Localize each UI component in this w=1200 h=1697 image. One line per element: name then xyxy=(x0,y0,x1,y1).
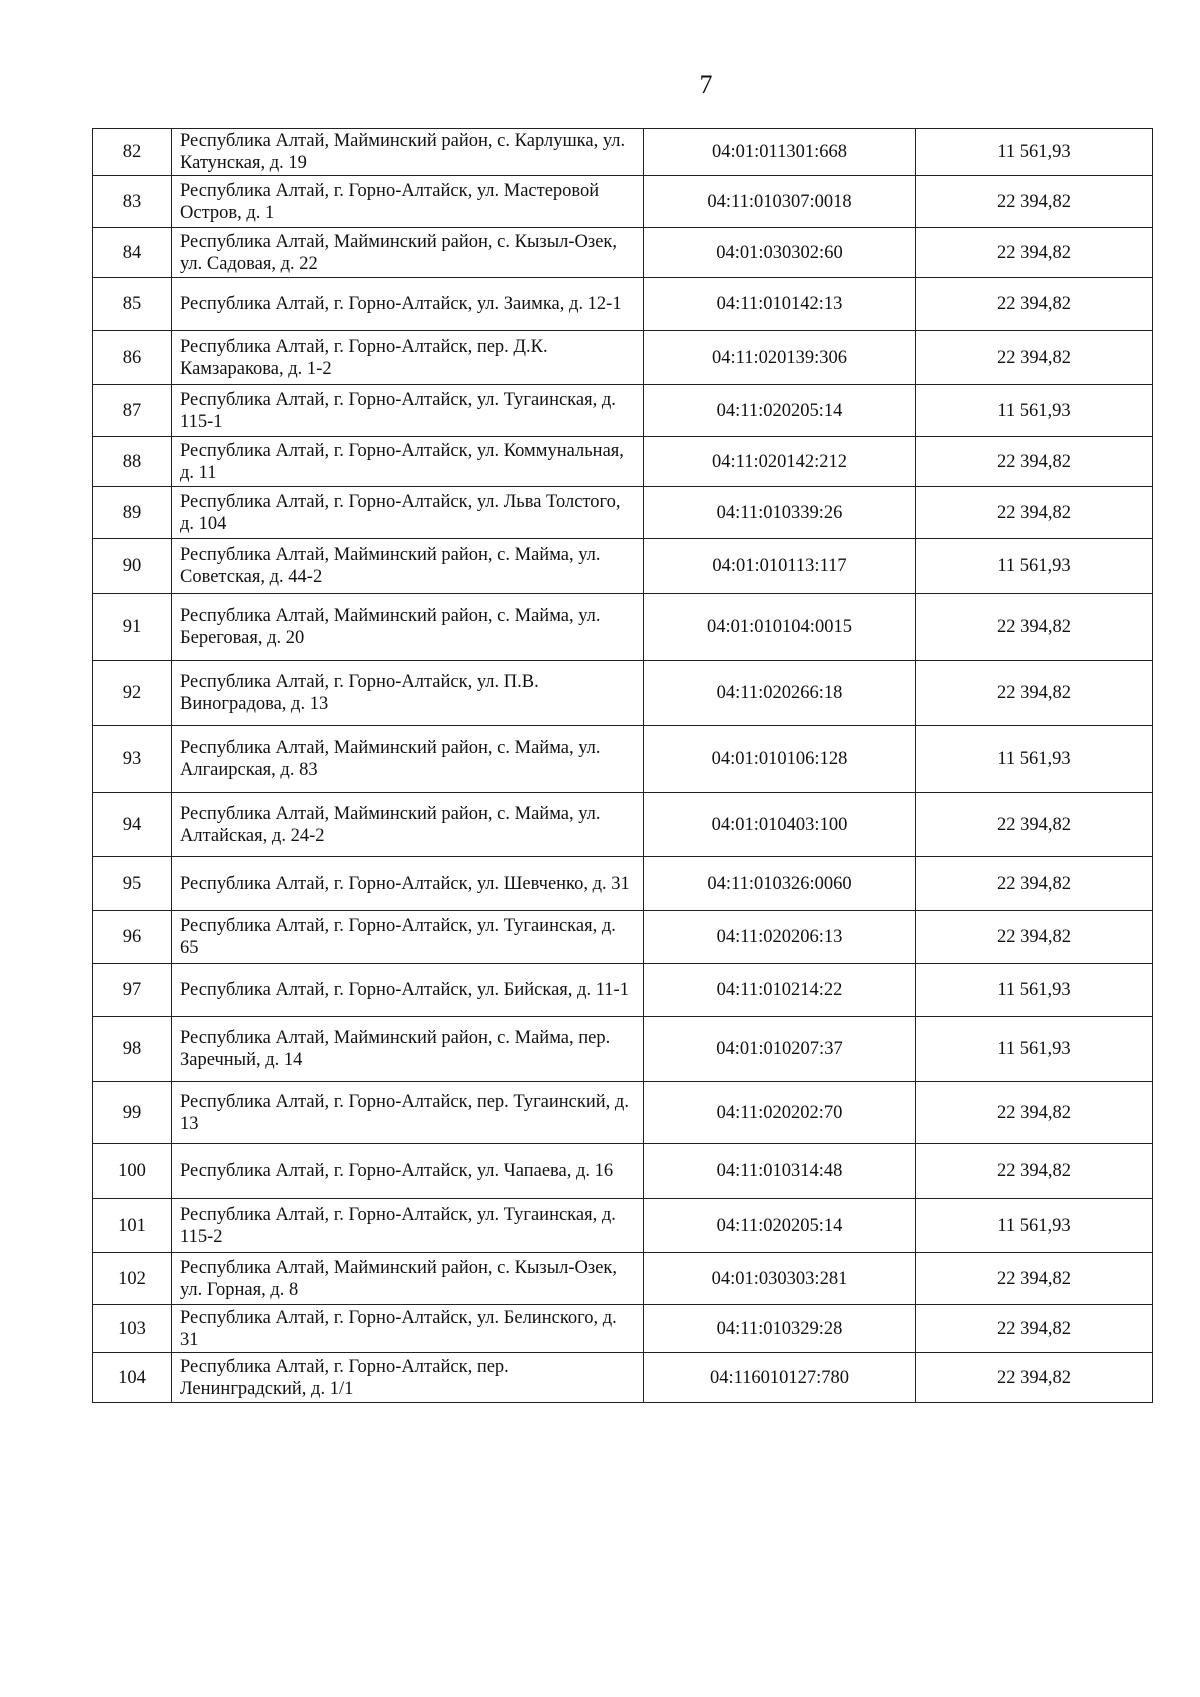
row-number: 103 xyxy=(93,1305,172,1353)
cadastral-number-cell: 04:01:011301:668 xyxy=(644,129,916,176)
cadastral-number-cell: 04:11:010307:0018 xyxy=(644,176,916,228)
table-row xyxy=(93,331,1153,385)
row-number: 98 xyxy=(93,1017,172,1082)
address-cell: Республика Алтай, г. Горно-Алтайск, ул. Шевченко, д. 31 xyxy=(172,857,644,911)
amount-cell: 22 394,82 xyxy=(916,911,1153,964)
address-cell: Республика Алтай, г. Горно-Алтайск, ул. Коммунальная, д. 11 xyxy=(172,437,644,487)
row-number: 97 xyxy=(93,964,172,1017)
cadastral-number-cell: 04:11:010142:13 xyxy=(644,278,916,331)
address-cell: Республика Алтай, г. Горно-Алтайск, ул. Мастеровой Остров, д. 1 xyxy=(172,176,644,228)
amount-cell: 11 561,93 xyxy=(916,1017,1153,1082)
address-cell: Республика Алтай, г. Горно-Алтайск, ул. Чапаева, д. 16 xyxy=(172,1144,644,1199)
table-row xyxy=(93,1305,1153,1353)
amount-cell: 11 561,93 xyxy=(916,1199,1153,1253)
row-number: 99 xyxy=(93,1082,172,1144)
cadastral-number-cell: 04:11:020205:14 xyxy=(644,1199,916,1253)
table-row xyxy=(93,1253,1153,1305)
table-row xyxy=(93,1199,1153,1253)
table-row xyxy=(93,539,1153,594)
address-cell: Республика Алтай, Майминский район, с. Карлушка, ул. Катунская, д. 19 xyxy=(172,129,644,176)
table-row xyxy=(93,228,1153,278)
page-number: 7 xyxy=(699,70,713,99)
address-cell: Республика Алтай, Майминский район, с. Майма, ул. Алтайская, д. 24-2 xyxy=(172,793,644,857)
amount-cell: 22 394,82 xyxy=(916,437,1153,487)
address-cell: Республика Алтай, г. Горно-Алтайск, ул. Тугаинская, д. 115-1 xyxy=(172,385,644,437)
address-cell: Республика Алтай, г. Горно-Алтайск, ул. Тугаинская, д. 65 xyxy=(172,911,644,964)
amount-cell: 11 561,93 xyxy=(916,385,1153,437)
row-number: 92 xyxy=(93,661,172,726)
cadastral-number-cell: 04:01:030303:281 xyxy=(644,1253,916,1305)
row-number: 84 xyxy=(93,228,172,278)
amount-cell: 11 561,93 xyxy=(916,539,1153,594)
cadastral-number-cell: 04:01:010207:37 xyxy=(644,1017,916,1082)
table-row xyxy=(93,726,1153,793)
row-number: 86 xyxy=(93,331,172,385)
cadastral-number-cell: 04:11:020142:212 xyxy=(644,437,916,487)
cadastral-number-cell: 04:11:020205:14 xyxy=(644,385,916,437)
cadastral-number-cell: 04:11:020202:70 xyxy=(644,1082,916,1144)
table-row xyxy=(93,1353,1153,1403)
address-cell: Республика Алтай, г. Горно-Алтайск, ул. Льва Толстого, д. 104 xyxy=(172,487,644,539)
amount-cell: 11 561,93 xyxy=(916,964,1153,1017)
cadastral-number-cell: 04:11:020266:18 xyxy=(644,661,916,726)
amount-cell: 22 394,82 xyxy=(916,1144,1153,1199)
address-cell: Республика Алтай, г. Горно-Алтайск, ул. П.В. Виноградова, д. 13 xyxy=(172,661,644,726)
row-number: 94 xyxy=(93,793,172,857)
cadastral-number-cell: 04:11:010214:22 xyxy=(644,964,916,1017)
table-row xyxy=(93,1144,1153,1199)
row-number: 83 xyxy=(93,176,172,228)
amount-cell: 11 561,93 xyxy=(916,129,1153,176)
row-number: 91 xyxy=(93,594,172,661)
table-row xyxy=(93,129,1153,176)
amount-cell: 22 394,82 xyxy=(916,487,1153,539)
address-cell: Республика Алтай, Майминский район, с. Майма, ул. Советская, д. 44-2 xyxy=(172,539,644,594)
amount-cell: 22 394,82 xyxy=(916,594,1153,661)
table-row xyxy=(93,661,1153,726)
table-row xyxy=(93,487,1153,539)
cadastral-number-cell: 04:01:030302:60 xyxy=(644,228,916,278)
cadastral-number-cell: 04:11:010339:26 xyxy=(644,487,916,539)
row-number: 88 xyxy=(93,437,172,487)
table-row xyxy=(93,437,1153,487)
address-cell: Республика Алтай, Майминский район, с. Майма, пер. Заречный, д. 14 xyxy=(172,1017,644,1082)
address-cell: Республика Алтай, г. Горно-Алтайск, ул. Белинского, д. 31 xyxy=(172,1305,644,1353)
amount-cell: 22 394,82 xyxy=(916,857,1153,911)
row-number: 85 xyxy=(93,278,172,331)
table-row xyxy=(93,964,1153,1017)
row-number: 93 xyxy=(93,726,172,793)
cadastral-number-cell: 04:01:010104:0015 xyxy=(644,594,916,661)
amount-cell: 11 561,93 xyxy=(916,726,1153,793)
amount-cell: 22 394,82 xyxy=(916,331,1153,385)
amount-cell: 22 394,82 xyxy=(916,1305,1153,1353)
address-cell: Республика Алтай, г. Горно-Алтайск, ул. Тугаинская, д. 115-2 xyxy=(172,1199,644,1253)
cadastral-number-cell: 04:01:010403:100 xyxy=(644,793,916,857)
row-number: 90 xyxy=(93,539,172,594)
row-number: 104 xyxy=(93,1353,172,1403)
address-cell: Республика Алтай, Майминский район, с. Кызыл-Озек, ул. Садовая, д. 22 xyxy=(172,228,644,278)
row-number: 96 xyxy=(93,911,172,964)
cadastral-number-cell: 04:116010127:780 xyxy=(644,1353,916,1403)
address-cell: Республика Алтай, Майминский район, с. Майма, ул. Алгаирская, д. 83 xyxy=(172,726,644,793)
address-cell: Республика Алтай, г. Горно-Алтайск, пер. Тугаинский, д. 13 xyxy=(172,1082,644,1144)
address-cell: Республика Алтай, г. Горно-Алтайск, ул. Заимка, д. 12-1 xyxy=(172,278,644,331)
row-number: 82 xyxy=(93,129,172,176)
property-table-body xyxy=(93,129,1153,1403)
cadastral-number-cell: 04:11:020206:13 xyxy=(644,911,916,964)
amount-cell: 22 394,82 xyxy=(916,228,1153,278)
table-row xyxy=(93,857,1153,911)
cadastral-number-cell: 04:01:010106:128 xyxy=(644,726,916,793)
table-row xyxy=(93,911,1153,964)
cadastral-number-cell: 04:11:020139:306 xyxy=(644,331,916,385)
row-number: 102 xyxy=(93,1253,172,1305)
cadastral-number-cell: 04:11:010326:0060 xyxy=(644,857,916,911)
row-number: 100 xyxy=(93,1144,172,1199)
table-row xyxy=(93,278,1153,331)
address-cell: Республика Алтай, Майминский район, с. Кызыл-Озек, ул. Горная, д. 8 xyxy=(172,1253,644,1305)
address-cell: Республика Алтай, Майминский район, с. Майма, ул. Береговая, д. 20 xyxy=(172,594,644,661)
table-row xyxy=(93,793,1153,857)
table-row xyxy=(93,176,1153,228)
row-number: 95 xyxy=(93,857,172,911)
address-cell: Республика Алтай, г. Горно-Алтайск, пер. Д.К. Камзаракова, д. 1-2 xyxy=(172,331,644,385)
row-number: 89 xyxy=(93,487,172,539)
cadastral-number-cell: 04:01:010113:117 xyxy=(644,539,916,594)
amount-cell: 22 394,82 xyxy=(916,1253,1153,1305)
table-row xyxy=(93,594,1153,661)
amount-cell: 22 394,82 xyxy=(916,661,1153,726)
cadastral-number-cell: 04:11:010314:48 xyxy=(644,1144,916,1199)
property-table xyxy=(92,128,1153,1403)
amount-cell: 22 394,82 xyxy=(916,1353,1153,1403)
table-row xyxy=(93,385,1153,437)
table-row xyxy=(93,1082,1153,1144)
table-row xyxy=(93,1017,1153,1082)
address-cell: Республика Алтай, г. Горно-Алтайск, ул. Бийская, д. 11-1 xyxy=(172,964,644,1017)
amount-cell: 22 394,82 xyxy=(916,793,1153,857)
cadastral-number-cell: 04:11:010329:28 xyxy=(644,1305,916,1353)
row-number: 87 xyxy=(93,385,172,437)
amount-cell: 22 394,82 xyxy=(916,176,1153,228)
amount-cell: 22 394,82 xyxy=(916,278,1153,331)
row-number: 101 xyxy=(93,1199,172,1253)
address-cell: Республика Алтай, г. Горно-Алтайск, пер. Ленинградский, д. 1/1 xyxy=(172,1353,644,1403)
amount-cell: 22 394,82 xyxy=(916,1082,1153,1144)
